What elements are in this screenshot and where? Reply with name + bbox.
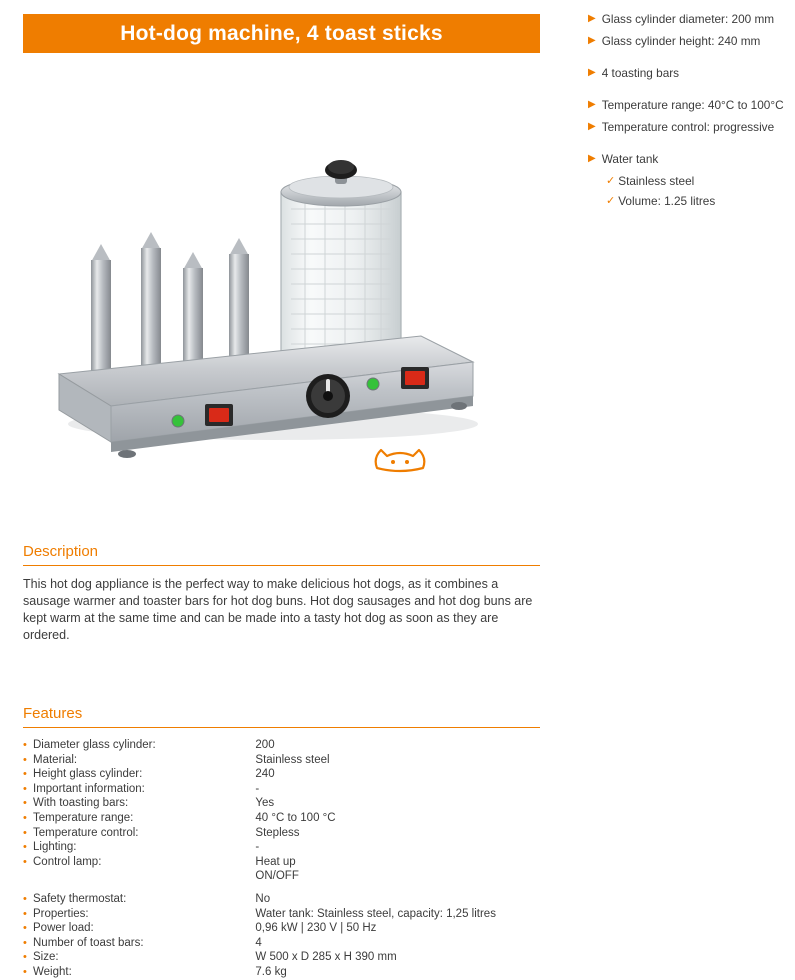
highlight-text: Temperature range: 40°C to 100°C bbox=[601, 98, 784, 112]
highlight-item bbox=[588, 151, 788, 167]
feature-value: Yes bbox=[255, 797, 275, 810]
triangle-right-icon: ▶ bbox=[588, 99, 596, 110]
table-row bbox=[23, 826, 540, 841]
table-row bbox=[23, 840, 540, 855]
check-icon: ✓ bbox=[606, 195, 616, 207]
feature-value: 7.6 kg bbox=[255, 965, 287, 978]
highlight-item bbox=[588, 97, 788, 113]
description-section bbox=[23, 543, 540, 644]
highlight-item bbox=[588, 11, 788, 27]
table-row bbox=[23, 753, 540, 768]
highlight-item bbox=[588, 173, 788, 189]
highlight-spacer bbox=[588, 55, 788, 65]
table-row bbox=[23, 811, 540, 826]
hot-dog-machine-photo bbox=[23, 74, 504, 459]
table-row-spacer bbox=[23, 884, 540, 892]
feature-value: 0,96 kW | 230 V | 50 Hz bbox=[255, 922, 377, 935]
description-text: This hot dog appliance is the perfect way to make delicious hot dogs, as it combines a sausage warmer and toaster bars for hot dog buns. Hot dog sausages and hot dog buns are kept warm at the same time and can be made into a tasty hot dog as soon as they are ordered. bbox=[23, 577, 533, 642]
feature-value: - bbox=[255, 782, 260, 795]
highlight-text: Volume: 1.25 litres bbox=[618, 194, 716, 208]
feature-value: Heat up ON/OFF bbox=[255, 855, 299, 883]
description-heading: Description bbox=[23, 543, 540, 566]
triangle-right-icon: ▶ bbox=[588, 121, 596, 132]
feature-value: 240 bbox=[255, 768, 275, 781]
features-heading: Features bbox=[23, 705, 540, 728]
feature-value: 200 bbox=[255, 739, 275, 751]
feature-label: • Control lamp: bbox=[23, 855, 255, 884]
highlight-text: Glass cylinder height: 240 mm bbox=[601, 34, 761, 48]
feature-value: W 500 x D 285 x H 390 mm bbox=[255, 951, 397, 964]
highlight-item bbox=[588, 193, 788, 209]
table-row bbox=[23, 965, 540, 980]
triangle-right-icon: ▶ bbox=[588, 67, 596, 78]
page-title: Hot-dog machine, 4 toast sticks bbox=[23, 14, 540, 53]
feature-value: No bbox=[255, 892, 271, 905]
highlight-item bbox=[588, 119, 788, 135]
feature-label: • Properties: bbox=[23, 907, 255, 922]
feature-label: • Size: bbox=[23, 950, 255, 965]
feature-value: Stepless bbox=[255, 826, 300, 839]
triangle-right-icon: ▶ bbox=[588, 35, 596, 46]
table-row bbox=[23, 907, 540, 922]
triangle-right-icon: ▶ bbox=[588, 153, 596, 164]
feature-value: 4 bbox=[255, 936, 262, 949]
feature-label: • Material: bbox=[23, 753, 255, 768]
highlight-text: 4 toasting bars bbox=[601, 66, 680, 80]
table-row bbox=[23, 782, 540, 797]
feature-label: • Weight: bbox=[23, 965, 255, 980]
feature-label: • Important information: bbox=[23, 782, 255, 797]
highlight-spacer bbox=[588, 87, 788, 97]
check-icon: ✓ bbox=[606, 175, 616, 187]
table-row bbox=[23, 738, 540, 753]
highlight-text: Temperature control: progressive bbox=[601, 120, 775, 134]
highlight-item bbox=[588, 65, 788, 81]
table-row bbox=[23, 796, 540, 811]
features-table bbox=[23, 738, 540, 980]
highlight-text: Water tank bbox=[601, 152, 659, 166]
feature-label: • Number of toast bars: bbox=[23, 936, 255, 951]
feature-label: • Height glass cylinder: bbox=[23, 767, 255, 782]
highlights-list bbox=[588, 11, 788, 213]
feature-value: Water tank: Stainless steel, capacity: 1,25 litres bbox=[255, 907, 496, 920]
feature-value: Stainless steel bbox=[255, 753, 330, 766]
feature-label: • Diameter glass cylinder: bbox=[23, 738, 255, 753]
table-row bbox=[23, 767, 540, 782]
table-row bbox=[23, 936, 540, 951]
product-image bbox=[23, 74, 540, 482]
highlight-item bbox=[588, 33, 788, 49]
feature-label: • Power load: bbox=[23, 921, 255, 936]
left-column bbox=[23, 14, 540, 482]
highlight-spacer bbox=[588, 141, 788, 151]
highlight-text: Glass cylinder diameter: 200 mm bbox=[601, 12, 775, 26]
table-row bbox=[23, 950, 540, 965]
features-section bbox=[23, 705, 540, 980]
table-row bbox=[23, 855, 540, 884]
feature-value: - bbox=[255, 841, 260, 854]
feature-label: • With toasting bars: bbox=[23, 796, 255, 811]
feature-label: • Temperature range: bbox=[23, 811, 255, 826]
feature-label: • Safety thermostat: bbox=[23, 892, 255, 907]
feature-value: 40 °C to 100 °C bbox=[255, 811, 336, 824]
brand-logo bbox=[371, 444, 429, 474]
feature-label: • Lighting: bbox=[23, 840, 255, 855]
triangle-right-icon: ▶ bbox=[588, 13, 596, 24]
table-row bbox=[23, 892, 540, 907]
highlight-text: Stainless steel bbox=[618, 174, 695, 188]
table-row bbox=[23, 921, 540, 936]
feature-label: • Temperature control: bbox=[23, 826, 255, 841]
